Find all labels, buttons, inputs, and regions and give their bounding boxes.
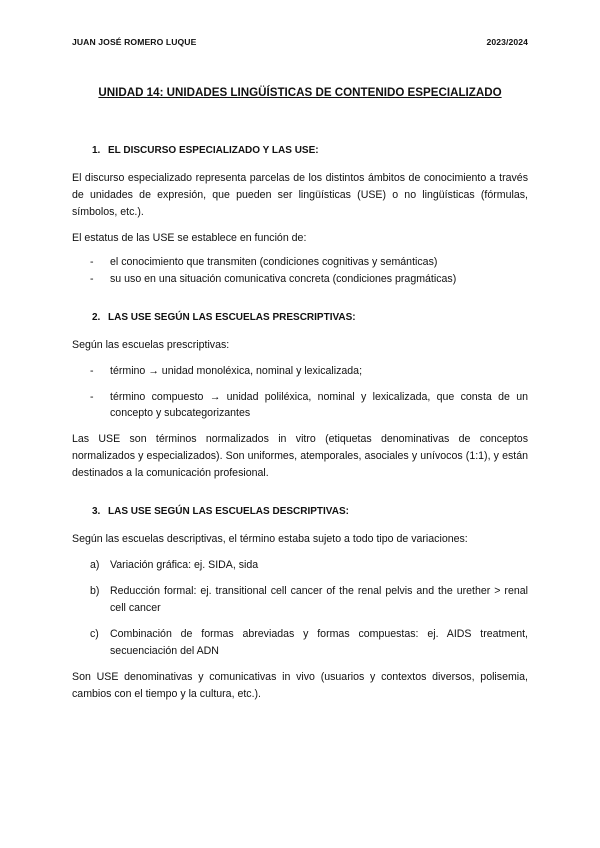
list-marker: - — [90, 272, 94, 285]
list-item-text: Combinación de formas abreviadas y formas compuestas: ej. AIDS treatment, secuenciación del ADN — [110, 627, 528, 657]
list-item-text: el conocimiento que transmiten (condiciones cognitivas y semánticas) — [110, 255, 438, 268]
paragraph: El discurso especializado representa parcelas de los distintos ámbitos de conocimiento a través de unidades de expresión, que pueden ser lingüísticas (USE) o no lingüísticas (fórmulas, símbolos, etc.). — [72, 172, 528, 218]
paragraph: El estatus de las USE se establece en función de: — [72, 231, 307, 244]
bullet-list — [72, 363, 528, 423]
paragraph: Son USE denominativas y comunicativas in vivo (usuarios y contextos diversos, polisemia, cambios con el tiempo y la cultura, etc.). — [72, 670, 528, 700]
section-title: EL DISCURSO ESPECIALIZADO Y LAS USE: — [108, 145, 319, 156]
list-item-text: su uso en una situación comunicativa concreta (condiciones pragmáticas) — [110, 272, 457, 285]
list-item-text: término compuesto → unidad poliléxica, nominal y lexicalizada, que consta de un concepto y subcategorizantes — [110, 390, 528, 420]
header-author: JUAN JOSÉ ROMERO LUQUE — [72, 37, 197, 47]
document-body — [72, 143, 528, 712]
paragraph: Según las escuelas descriptivas, el término estaba sujeto a todo tipo de variaciones: — [72, 533, 468, 546]
paragraph: Según las escuelas prescriptivas: — [72, 338, 230, 351]
list-item-text: término → unidad monoléxica, nominal y lexicalizada; — [110, 364, 363, 377]
section-number: 3. — [92, 506, 101, 518]
lettered-list — [72, 557, 528, 660]
section-number: 1. — [92, 145, 101, 156]
section-title: LAS USE SEGÚN LAS ESCUELAS DESCRIPTIVAS: — [108, 506, 349, 518]
section-number: 2. — [92, 311, 101, 323]
list-item — [72, 363, 528, 380]
list-item-text: Reducción formal: ej. transitional cell cancer of the renal pelvis and the urether > renal cell cancer — [110, 585, 528, 614]
list-item — [72, 389, 528, 423]
list-item — [72, 557, 528, 574]
section-title: LAS USE SEGÚN LAS ESCUELAS PRESCRIPTIVAS: — [108, 311, 356, 323]
section-2-heading — [92, 310, 528, 326]
page-header — [72, 36, 528, 50]
section-1-heading — [92, 143, 528, 159]
list-item — [72, 626, 528, 660]
document-title: UNIDAD 14: UNIDADES LINGÜÍSTICAS DE CONTENIDO ESPECIALIZADO — [98, 86, 502, 99]
list-marker: b) — [90, 585, 100, 598]
list-marker: a) — [90, 559, 100, 572]
list-marker: - — [90, 364, 94, 377]
paragraph: Las USE son términos normalizados in vitro (etiquetas denominativas de conceptos normalizados y especializados). Son uniformes, atemporales, asociales y unívocos (1:1), y están destinados a la comunicación profesional. — [72, 433, 528, 480]
section-3-heading — [92, 504, 528, 520]
bullet-list — [72, 254, 528, 288]
list-marker: - — [90, 255, 94, 268]
list-marker: c) — [90, 627, 99, 640]
list-item — [72, 583, 528, 617]
list-item — [72, 254, 528, 271]
list-item-text: Variación gráfica: ej. SIDA, sida — [110, 559, 259, 572]
list-marker: - — [90, 390, 94, 403]
header-year: 2023/2024 — [486, 37, 528, 47]
list-item — [72, 271, 528, 288]
